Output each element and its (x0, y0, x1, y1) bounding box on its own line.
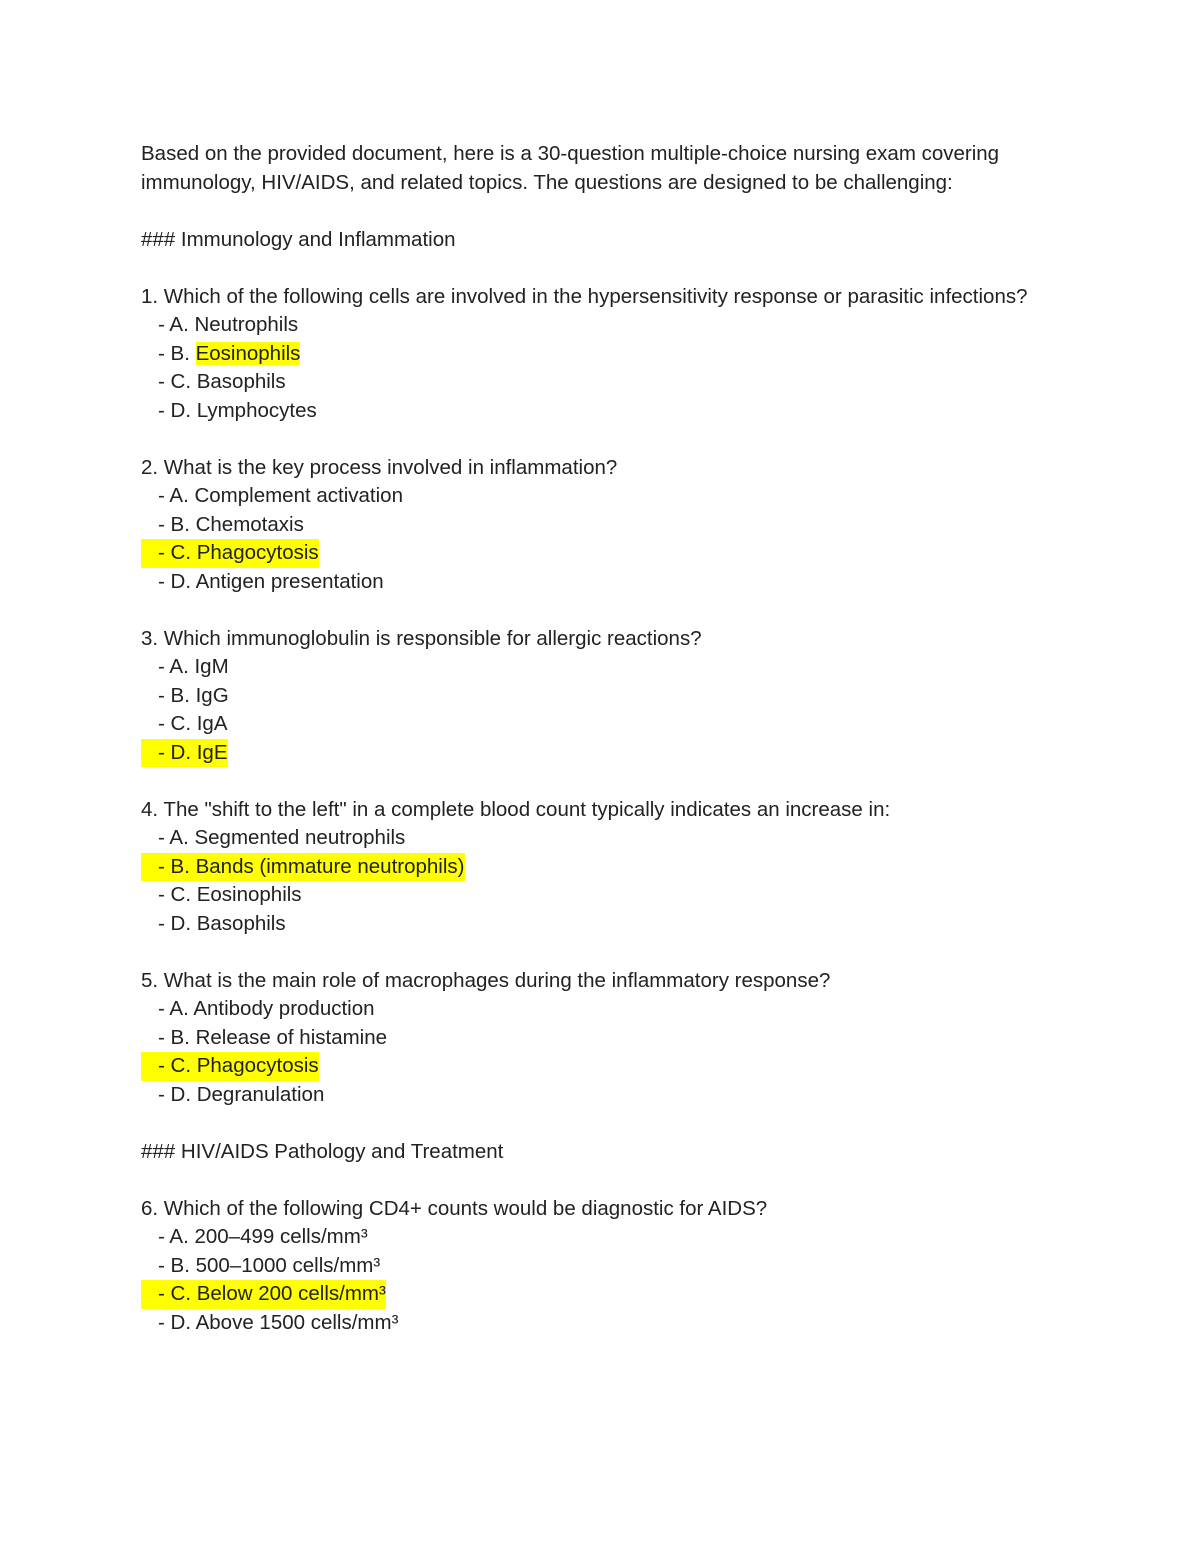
answer-highlight: Eosinophils (195, 341, 301, 365)
question-6-option-d: - D. Above 1500 cells/mm³ (158, 1310, 399, 1334)
question-4-stem: 4. The "shift to the left" in a complete blood count typically indicates an increase in: (141, 797, 891, 821)
question-4-option-c: - C. Eosinophils (158, 883, 302, 906)
answer-highlight: - D. IgE (141, 739, 228, 768)
question-3-option-b: - B. IgG (158, 683, 229, 707)
question-5-option-b: - B. Release of histamine (158, 1025, 388, 1049)
question-1-option-d: - D. Lymphocytes (158, 398, 317, 422)
question-3-option-a: - A. IgM (158, 655, 229, 678)
answer-highlight: - C. Phagocytosis (141, 1052, 319, 1081)
question-1-option-a: - A. Neutrophils (158, 313, 299, 336)
question-3-option-c: - C. IgA (158, 712, 228, 735)
section-heading-immunology: ### Immunology and Inflammation (141, 227, 456, 251)
answer-highlight: - B. Bands (immature neutrophils) (141, 853, 465, 882)
question-4-option-a: - A. Segmented neutrophils (158, 826, 406, 849)
question-5-option-a: - A. Antibody production (158, 997, 375, 1020)
question-4-option-b (141, 853, 1071, 882)
document-body (141, 140, 1071, 1337)
question-6-option-a: - A. 200–499 cells/mm³ (158, 1225, 368, 1248)
question-5-option-d: - D. Degranulation (158, 1082, 325, 1106)
question-5-option-c (141, 1052, 1071, 1081)
question-2-option-d: - D. Antigen presentation (158, 569, 384, 593)
question-6-stem: 6. Which of the following CD4+ counts would be diagnostic for AIDS? (141, 1196, 768, 1220)
answer-highlight: - C. Phagocytosis (141, 539, 319, 568)
question-1-option-b: - B. Eosinophils (158, 341, 301, 365)
question-3-stem: 3. Which immunoglobulin is responsible for allergic reactions? (141, 626, 702, 650)
question-2-stem: 2. What is the key process involved in inflammation? (141, 455, 618, 479)
question-3-option-d (141, 739, 1071, 768)
question-6-option-b: - B. 500–1000 cells/mm³ (158, 1253, 381, 1277)
question-1-stem: 1. Which of the following cells are involved in the hypersensitivity response or parasitic infections? (141, 284, 1028, 308)
intro-paragraph: Based on the provided document, here is a 30-question multiple-choice nursing exam covering immunology, HIV/AIDS, and related topics. The questions are designed to be challenging: (141, 142, 1000, 194)
answer-highlight: - C. Below 200 cells/mm³ (141, 1280, 386, 1309)
question-5-stem: 5. What is the main role of macrophages during the inflammatory response? (141, 968, 831, 992)
question-1-option-c: - C. Basophils (158, 370, 286, 393)
section-heading-hiv-aids: ### HIV/AIDS Pathology and Treatment (141, 1139, 504, 1163)
question-2-option-c (141, 539, 1071, 568)
question-4-option-d: - D. Basophils (158, 911, 286, 935)
question-2-option-b: - B. Chemotaxis (158, 512, 304, 536)
question-2-option-a: - A. Complement activation (158, 484, 403, 507)
question-6-option-c (141, 1280, 1071, 1309)
